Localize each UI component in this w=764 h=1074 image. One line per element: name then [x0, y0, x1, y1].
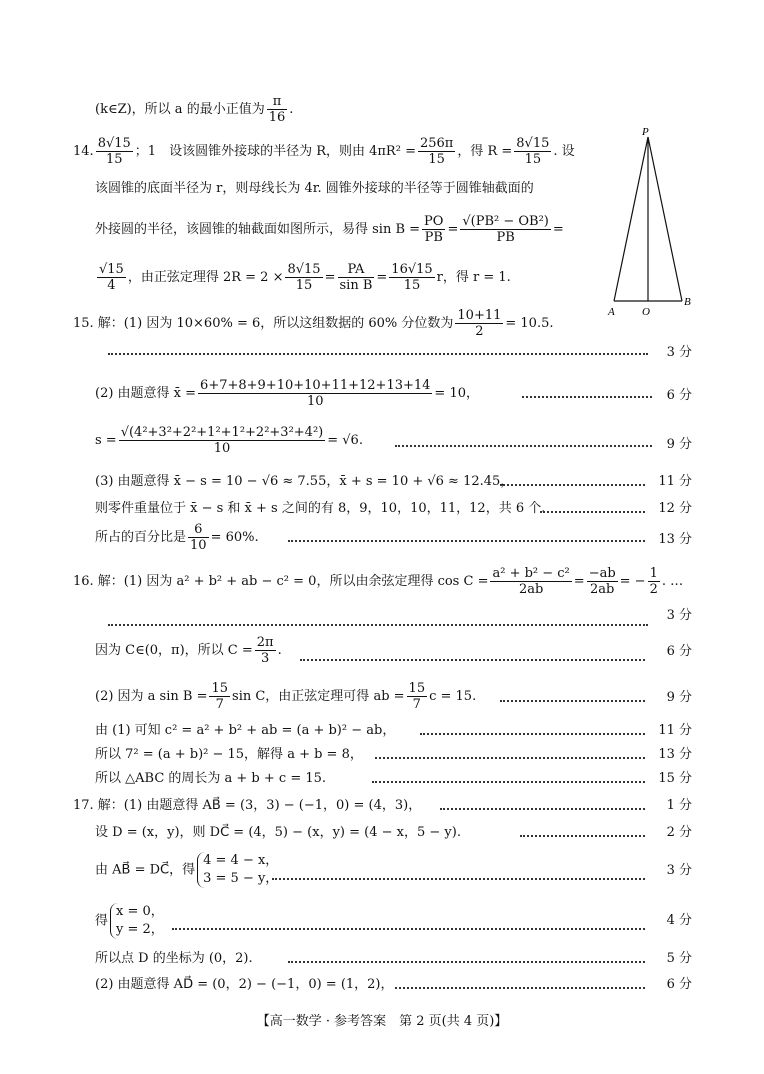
q16-line-6: 所以 △ABC 的周长为 a + b + c = 15. [95, 771, 327, 786]
score: 5 分 [666, 951, 692, 966]
fraction: $\frac{15}{7}$ [408, 681, 426, 712]
q17-line-5: 所以点 D 的坐标为 (0，2). [95, 951, 253, 966]
fraction: $\frac{16√15}{15}$ [391, 262, 433, 293]
dot-leader [540, 511, 645, 513]
fraction: $\frac{8√15}{15}$ [287, 262, 321, 293]
q17-line-6: (2) 由题意得 AD⃗ = (0，2) − (−1，0) = (1，2)， [95, 977, 394, 992]
q17-line-1: 17. 解：(1) 由题意得 AB⃗ = (3，3) − (−1，0) = (4，3)， [73, 798, 422, 813]
dot-leader [288, 540, 645, 542]
q17-line-3: 由 AB⃗ = DC⃗，得 4 = 4 − x， 3 = 5 − y， [95, 853, 279, 886]
fraction: $\frac{-ab}{2ab}$ [588, 566, 616, 597]
fraction: $\frac{256\pi}{15}$ [419, 136, 454, 167]
dot-leader [420, 733, 645, 735]
fraction: $\frac{PO}{PB}$ [424, 214, 444, 245]
q16-line-5: 所以 7² = (a + b)² − 15，解得 a + b = 8， [95, 747, 363, 762]
q15-line-6: 所占的百分比是 $\frac{6}{10}$ = 60%. [95, 522, 259, 553]
score: 13 分 [658, 747, 692, 762]
q14-line-1: 14. $\frac{8√15}{15}$ ；1 设该圆锥外接球的半径为 R，则由 4πR² = $\frac{256\pi}{15}$ ，得 R = $\frac{8√15}{15}$ . 设 [73, 136, 575, 167]
dot-leader [108, 624, 648, 626]
score: 3 分 [666, 608, 692, 623]
dot-leader [395, 987, 645, 989]
fraction: $\frac{PA}{\text{sin B}}$ [339, 262, 373, 293]
q15-line-3: s = $\frac{\text{√(4²+3²+2²+1²+1²+2²+3²+4²)}}{10}$ = √6. [95, 425, 363, 456]
dot-leader [372, 781, 645, 783]
score: 12 分 [658, 501, 692, 516]
dot-leader [440, 808, 645, 810]
dot-leader [300, 659, 645, 661]
q16-line-4: 由 (1) 可知 c² = a² + b² + ab = (a + b)² − ab， [95, 723, 396, 738]
q16-line-3: (2) 因为 a sin B = $\frac{15}{7}$ sin C，由正弦定理可得 ab = $\frac{15}{7}$ c = 15. [95, 681, 477, 712]
score: 3 分 [666, 345, 692, 360]
score: 6 分 [666, 977, 692, 992]
fraction: $\frac{6}{10}$ [190, 522, 207, 553]
dot-leader [500, 484, 645, 486]
fraction: $\frac{\text{a² + b² − c²}}{2ab}$ [492, 566, 570, 597]
label-b: B [684, 296, 691, 308]
page-footer: 【高一数学 · 参考答案 第 2 页(共 4 页)】 [256, 1014, 508, 1029]
q15-line-1: 15. 解：(1) 因为 10×60% = 6，所以这组数据的 60% 分位数为 $\frac{10+11}{2}$ = 10.5. [73, 308, 554, 339]
fraction: $\frac{8√15}{15}$ [516, 136, 550, 167]
dot-leader [395, 445, 652, 447]
q14-line-2: 该圆锥的底面半径为 r，则母线长为 4r. 圆锥外接球的半径等于圆锥轴截面的 [95, 181, 534, 196]
dot-leader [172, 928, 645, 930]
q17-line-2: 设 D = (x，y)，则 DC⃗ = (4，5) − (x，y) = (4 − x，5 − y). [95, 825, 461, 840]
score: 13 分 [658, 532, 692, 547]
cone-cross-section-figure [600, 125, 710, 320]
q17-line-4: 得 x = 0， y = 2， [95, 904, 164, 937]
score: 9 分 [666, 690, 692, 705]
fraction: $\frac{2\pi}{3}$ [256, 635, 274, 666]
fraction: $\frac{8√15}{15}$ [97, 136, 131, 167]
dot-leader [108, 353, 648, 355]
score: 4 分 [666, 913, 692, 928]
dot-leader [288, 961, 645, 963]
label-p: P [642, 126, 649, 138]
fraction: $\frac{\text{√(4²+3²+2²+1²+1²+2²+3²+4²)}}{10}$ [120, 425, 324, 456]
fraction: $\frac{1}{2}$ [649, 566, 658, 597]
fraction: $\frac{\pi}{16}$ [268, 94, 286, 125]
dot-leader [522, 396, 652, 398]
score: 6 分 [666, 388, 692, 403]
label-a: A [608, 306, 615, 318]
equation-system: x = 0， y = 2， [110, 903, 164, 939]
fraction: $\frac{15}{7}$ [211, 681, 229, 712]
q16-line-2: 因为 C∈(0，π)，所以 C = $\frac{2\pi}{3}$ . [95, 635, 282, 666]
q15-line-4: (3) 由题意得 x̄ − s = 10 − √6 ≈ 7.55，x̄ + s = 10 + √6 ≈ 12.45， [95, 474, 514, 489]
header-line: (k∈Z)，所以 a 的最小正值为 $\frac{\pi}{16}$ . [95, 94, 294, 125]
dot-leader [520, 835, 645, 837]
score: 1 分 [666, 798, 692, 813]
label-o: O [642, 306, 650, 318]
score: 15 分 [658, 771, 692, 786]
dot-leader [500, 700, 645, 702]
score: 2 分 [666, 825, 692, 840]
q14-line-4: $\frac{√15}{4}$ ，由正弦定理得 2R = 2 × $\frac{8√15}{15}$ = $\frac{PA}{\text{sin B}}$ = $\frac{16√15}{15}$ r，得 r = 1. [99, 262, 511, 293]
equation-system: 4 = 4 − x， 3 = 5 − y， [197, 852, 278, 888]
score: 3 分 [666, 863, 692, 878]
fraction: $\frac{10+11}{2}$ [457, 308, 502, 339]
score: 6 分 [666, 644, 692, 659]
dot-leader [272, 878, 645, 880]
score: 11 分 [658, 723, 692, 738]
fraction: $\frac{\text{√(PB² − OB²)}}{PB}$ [462, 214, 549, 245]
q15-line-5: 则零件重量位于 x̄ − s 和 x̄ + s 之间的有 8，9，10，10，11，12，共 6 个. [95, 501, 546, 516]
fraction: $\frac{6+7+8+9+10+10+11+12+13+14}{10}$ [200, 378, 431, 409]
q15-line-2: (2) 由题意得 x̄ = $\frac{6+7+8+9+10+10+11+12+13+14}{10}$ = 10， [95, 378, 479, 409]
fraction: $\frac{√15}{4}$ [99, 262, 124, 293]
score: 9 分 [666, 437, 692, 452]
q14-line-3: 外接圆的半径，该圆锥的轴截面如图所示，易得 sin B = $\frac{PO}{PB}$ = $\frac{\text{√(PB² − OB²)}}{PB}$ = [95, 214, 564, 245]
dot-leader [375, 757, 645, 759]
score: 11 分 [658, 474, 692, 489]
q16-line-1: 16. 解：(1) 因为 a² + b² + ab − c² = 0，所以由余弦定理得 cos C = $\frac{\text{a² + b² − c²}}{2ab}$ = $\frac{-ab}{2ab}$ = − $\frac{1}{2}$ . … [73, 566, 684, 597]
